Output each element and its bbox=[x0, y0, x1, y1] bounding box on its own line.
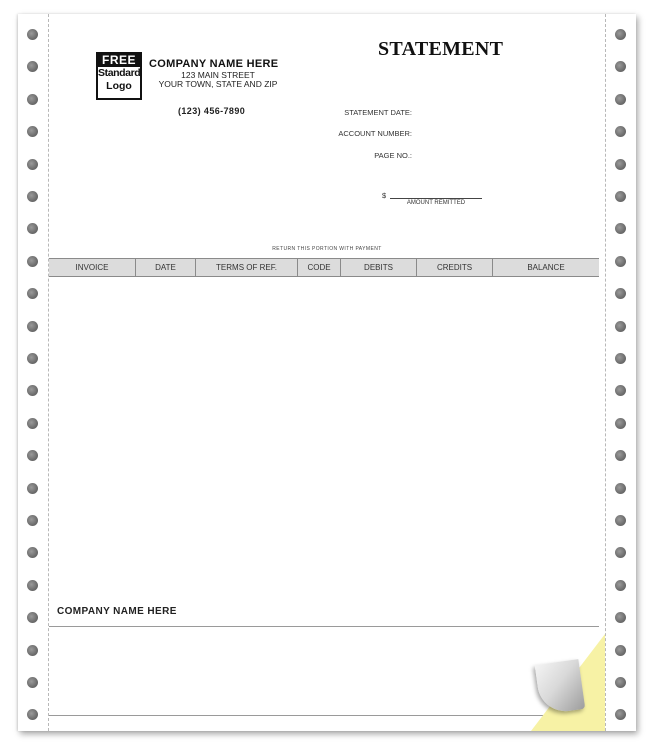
right-tractor-strip bbox=[605, 14, 636, 731]
tractor-hole bbox=[27, 256, 38, 267]
tractor-hole bbox=[27, 418, 38, 429]
tractor-hole bbox=[27, 288, 38, 299]
tractor-hole bbox=[615, 256, 626, 267]
column-header-balance: BALANCE bbox=[527, 263, 565, 272]
tractor-hole bbox=[615, 645, 626, 656]
tractor-hole bbox=[27, 223, 38, 234]
logo-line-logo: Logo bbox=[106, 80, 132, 92]
left-tractor-strip bbox=[18, 14, 49, 731]
table-header-row bbox=[49, 258, 599, 277]
tractor-hole bbox=[27, 126, 38, 137]
column-header-date: DATE bbox=[136, 259, 196, 276]
amount-remitted-line bbox=[390, 198, 482, 199]
tractor-hole bbox=[27, 645, 38, 656]
form-body bbox=[49, 14, 605, 731]
tractor-hole bbox=[615, 61, 626, 72]
tractor-hole bbox=[27, 29, 38, 40]
tractor-hole bbox=[27, 677, 38, 688]
return-portion-note: RETURN THIS PORTION WITH PAYMENT bbox=[272, 246, 382, 252]
bottom-divider bbox=[49, 715, 599, 716]
tractor-hole bbox=[615, 418, 626, 429]
tractor-hole bbox=[615, 321, 626, 332]
column-header-debits: DEBITS bbox=[341, 259, 417, 276]
tractor-hole bbox=[27, 450, 38, 461]
account-number-label: ACCOUNT NUMBER: bbox=[338, 129, 412, 138]
tractor-hole bbox=[615, 483, 626, 494]
tractor-hole bbox=[27, 385, 38, 396]
company-address-street: 123 MAIN STREET bbox=[181, 70, 255, 80]
column-header-invoice: INVOICE bbox=[49, 259, 136, 276]
tractor-hole bbox=[615, 94, 626, 105]
company-phone: (123) 456-7890 bbox=[178, 106, 246, 116]
tractor-hole bbox=[27, 580, 38, 591]
tractor-hole bbox=[615, 29, 626, 40]
logo-line-standard: Standard bbox=[98, 67, 141, 79]
tractor-hole bbox=[27, 515, 38, 526]
tractor-hole bbox=[615, 450, 626, 461]
company-name: COMPANY NAME HERE bbox=[149, 58, 279, 70]
tractor-hole bbox=[615, 612, 626, 623]
tractor-hole bbox=[615, 126, 626, 137]
tractor-hole bbox=[27, 612, 38, 623]
amount-remitted-label: AMOUNT REMITTED bbox=[406, 200, 466, 206]
tractor-hole bbox=[615, 223, 626, 234]
statement-form-sheet bbox=[18, 14, 636, 731]
tractor-hole bbox=[27, 483, 38, 494]
tractor-hole bbox=[27, 61, 38, 72]
tractor-hole bbox=[27, 321, 38, 332]
tractor-hole bbox=[615, 385, 626, 396]
tractor-hole bbox=[615, 288, 626, 299]
tractor-hole bbox=[615, 547, 626, 558]
tractor-hole bbox=[615, 709, 626, 720]
column-header-credits: CREDITS bbox=[417, 259, 493, 276]
tractor-hole bbox=[615, 159, 626, 170]
column-header-code: CODE bbox=[298, 259, 341, 276]
page-number-label: PAGE NO.: bbox=[374, 151, 412, 160]
logo-line-free: FREE bbox=[98, 54, 140, 67]
tractor-hole bbox=[27, 709, 38, 720]
footer-company-name: COMPANY NAME HERE bbox=[57, 606, 177, 617]
currency-symbol: $ bbox=[382, 191, 387, 200]
tractor-hole bbox=[27, 547, 38, 558]
statement-date-label: STATEMENT DATE: bbox=[344, 108, 412, 117]
tractor-hole bbox=[615, 580, 626, 591]
tractor-hole bbox=[27, 94, 38, 105]
tractor-hole bbox=[27, 353, 38, 364]
document-title: STATEMENT bbox=[378, 38, 504, 60]
tractor-hole bbox=[615, 677, 626, 688]
company-logo bbox=[96, 52, 142, 100]
tractor-hole bbox=[27, 159, 38, 170]
tractor-hole bbox=[615, 353, 626, 364]
column-header-terms: TERMS OF REF. bbox=[196, 259, 298, 276]
company-address-city: YOUR TOWN, STATE AND ZIP bbox=[158, 79, 278, 89]
tractor-hole bbox=[27, 191, 38, 202]
tractor-hole bbox=[615, 191, 626, 202]
tractor-hole bbox=[615, 515, 626, 526]
footer-divider bbox=[49, 626, 599, 627]
